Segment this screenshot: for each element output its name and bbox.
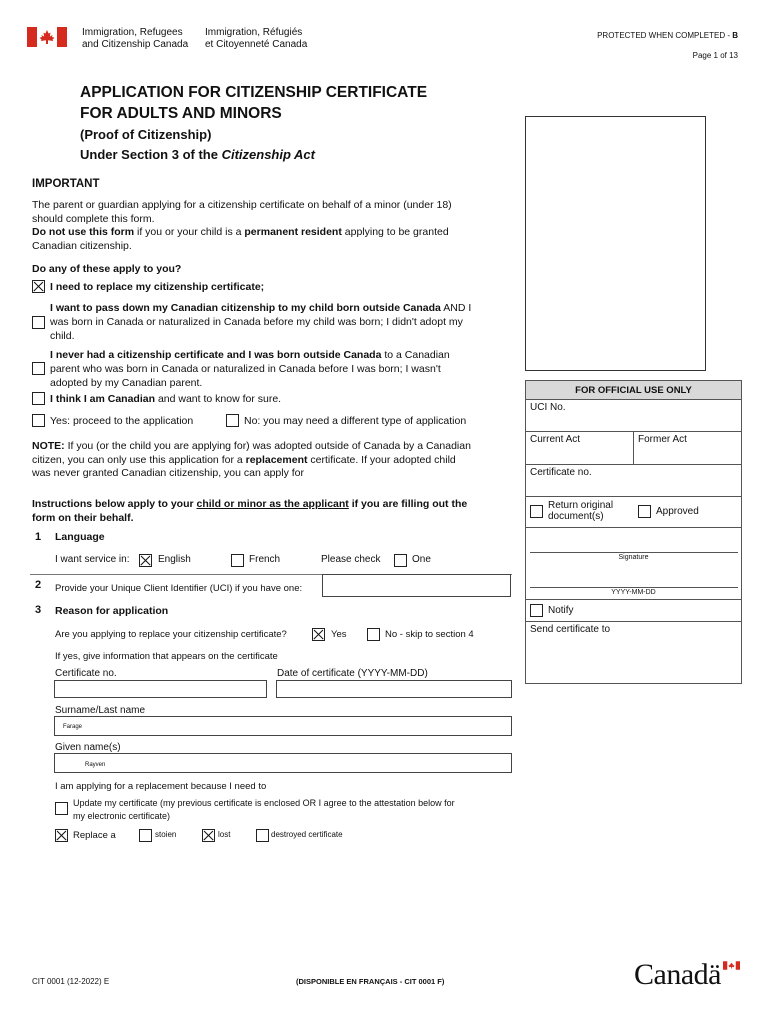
wordmark-flag-icon [723,961,740,970]
date-line [530,587,738,588]
proceed-yes-checkbox[interactable] [32,414,45,427]
current-act-cell [525,431,634,465]
lost-label: lost [218,830,231,839]
signature-label: Signature [618,554,649,561]
certificate-number-label: Certificate no. [55,668,117,679]
think-canadian-checkbox[interactable] [32,392,45,405]
french-label: French [249,554,281,565]
official-uci-cell [525,399,742,432]
pass-down-checkbox[interactable] [32,316,45,329]
proceed-yes-label: Yes: proceed to the application [50,415,194,427]
notify-label: Notify [548,605,574,616]
replace-question: Are you applying to replace your citizenship certificate? [55,629,287,640]
update-certificate-label: Update my certificate (my previous certificate is enclosed OR I agree to the attestation below for my electronic certificate) [73,798,455,821]
section-3-title: Reason for application [55,605,169,617]
lost-checkbox[interactable] [202,829,215,842]
form-title: APPLICATION FOR CITIZENSHIP CERTIFICATE FOR ADULTS AND MINORS [80,84,428,122]
section-3-number: 3 [35,604,42,616]
canada-wordmark: Canadä [634,958,721,991]
uci-input[interactable] [322,574,511,597]
protected-label: PROTECTED WHEN COMPLETED - B [597,31,738,40]
replacement-reason-prompt: I am applying for a replacement because I need to [55,781,267,792]
return-original-checkbox[interactable] [530,505,543,518]
current-act-label: Current Act [530,434,581,445]
official-cert-no-cell [525,464,742,497]
certificate-number-input[interactable] [54,680,267,698]
department-name-en: Immigration, Refugees and Citizenship Canada [82,27,189,50]
certificate-date-label: Date of certificate (YYYY-MM-DD) [277,668,428,679]
surname-input[interactable] [54,716,512,736]
form-subtitle: (Proof of Citizenship) Under Section 3 of the Citizenship Act [80,127,315,162]
apply-question: Do any of these apply to you? [32,263,182,275]
former-act-label: Former Act [638,434,687,445]
if-yes-instruction: If yes, give information that appears on the certificate [55,651,278,662]
stolen-checkbox[interactable] [139,829,152,842]
section-1-title: Language [55,531,105,543]
replace-no-checkbox[interactable] [367,628,380,641]
destroyed-label: destroyed certificate [271,830,343,839]
one-checkbox[interactable] [394,554,407,567]
photo-box [525,116,706,371]
please-check-label: Please check [321,554,381,565]
important-heading: IMPORTANT [32,178,100,190]
replace-yes-label: Yes [331,629,347,640]
certificate-date-input[interactable] [276,680,512,698]
option-never-had-label: I never had a citizenship certificate and I was born outside Canada to a Canadian parent who was born in Canada or naturalized in Canada before I was born; I wasn't adopted by my Canadian parent. [50,349,450,389]
department-name-fr: Immigration, Réfugiés et Citoyenneté Canada [205,27,308,50]
uci-prompt: Provide your Unique Client Identifier (UCI) if you have one: [55,583,303,594]
proceed-no-label: No: you may need a different type of application [244,415,467,427]
option-replace-label: I need to replace my citizenship certificate; [50,281,265,293]
former-act-cell [633,431,742,465]
date-format-label: YYYY-MM-DD [611,589,656,596]
page-number: Page 1 of 13 [692,51,738,60]
surname-label: Surname/Last name [55,705,146,716]
official-uci-label: UCI No. [530,402,566,413]
replace-certificate-checkbox[interactable] [32,280,45,293]
given-name-label: Given name(s) [55,742,121,753]
english-label: English [158,554,191,565]
given-name-value: Rayven [85,762,106,768]
send-certificate-label: Send certificate to [530,624,611,635]
signature-line [530,552,738,553]
replace-a-label: Replace a [73,830,116,841]
return-original-label: Return original document(s) [548,500,614,522]
french-availability-note: (DISPONIBLE EN FRANÇAIS - CIT 0001 F) [296,977,445,986]
replace-certificate-reason-checkbox[interactable] [55,829,68,842]
destroyed-checkbox[interactable] [256,829,269,842]
option-think-canadian-label: I think I am Canadian and want to know for sure. [50,393,282,405]
french-checkbox[interactable] [231,554,244,567]
official-cert-no-label: Certificate no. [530,467,592,478]
stolen-label: stoien [155,830,177,839]
official-use-heading: FOR OFFICIAL USE ONLY [525,380,742,400]
one-label: One [412,554,431,565]
never-had-certificate-checkbox[interactable] [32,362,45,375]
canada-flag-icon [27,27,67,47]
option-pass-down-label: I want to pass down my Canadian citizenship to my child born outside Canada AND I was born in Canada or naturalized in Canada before my child was born; I didn't adopt my child. [50,302,472,342]
instructions-text: Instructions below apply to your child or minor as the applicant if you are filling out the form on their behalf. [32,498,468,524]
notify-checkbox[interactable] [530,604,543,617]
given-name-input[interactable] [54,753,512,773]
send-certificate-cell [525,621,742,684]
replace-yes-checkbox[interactable] [312,628,325,641]
update-certificate-checkbox[interactable] [55,802,68,815]
approved-label: Approved [656,506,699,517]
section-2-number: 2 [35,579,42,591]
english-checkbox[interactable] [139,554,152,567]
form-identifier: CIT 0001 (12-2022) E [32,977,110,986]
important-text: The parent or guardian applying for a citizenship certificate on behalf of a minor (under 18) should complete this form. Do not use this form if you or your child is a permanent resident applying to be granted Canadian citizenship. [32,199,452,252]
replace-no-label: No - skip to section 4 [385,629,474,640]
section-1-number: 1 [35,531,42,543]
surname-value: Farage [63,724,83,730]
approved-checkbox[interactable] [638,505,651,518]
proceed-no-checkbox[interactable] [226,414,239,427]
adoption-note: NOTE: If you (or the child you are applying for) was adopted outside of Canada by a Canadian citizen, you can only use this application for a replacement certificate. If your adopted child was never granted Canadian citizenship, you can apply for [32,440,471,479]
service-language-prompt: I want service in: [55,554,130,565]
